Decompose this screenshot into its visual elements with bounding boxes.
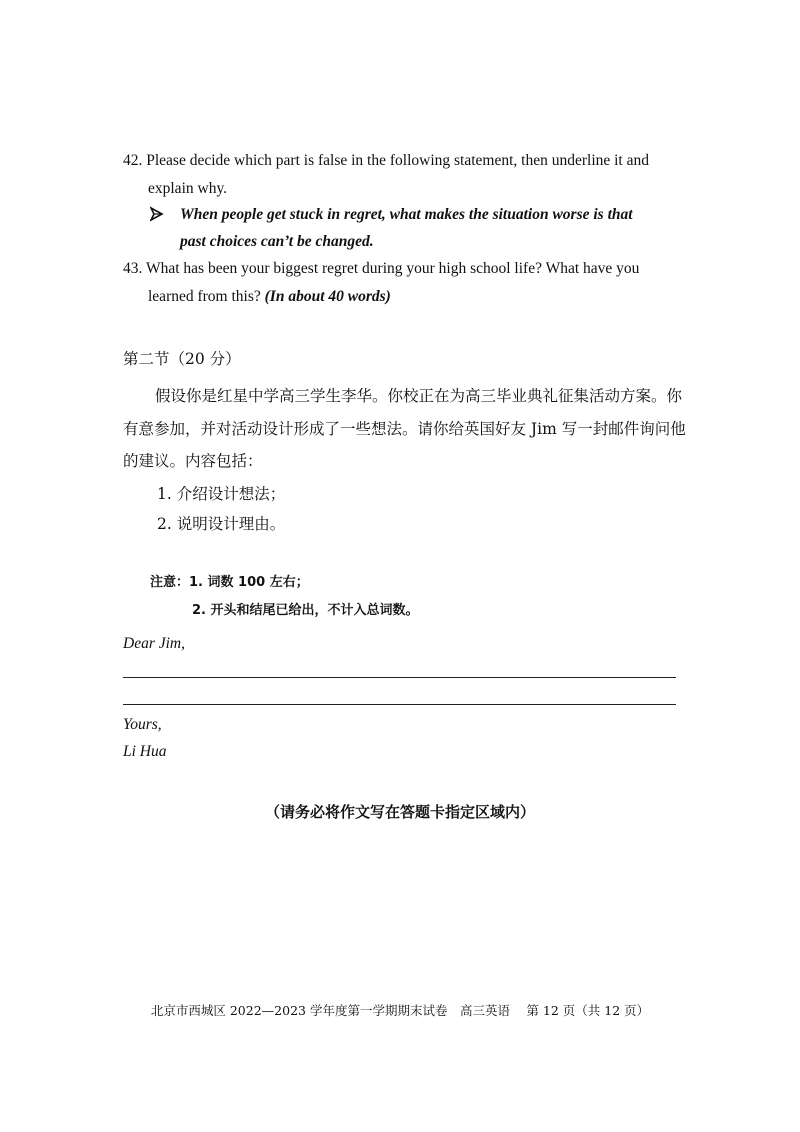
section2-para-line3: 的建议。内容包括：: [123, 452, 263, 470]
section2-point2: 2. 说明设计理由。: [157, 515, 286, 533]
q43-line1: 43. What has been your biggest regret during your high school life? What have you: [123, 260, 640, 277]
q42-line2: explain why.: [148, 180, 228, 197]
letter-closing: Yours,: [123, 716, 162, 733]
section2-note-line2: 2. 开头和结尾已给出，不计入总词数。: [192, 603, 419, 618]
answer-line-1: [123, 677, 676, 678]
q43-line2-emphasis: (In about 40 words): [264, 288, 391, 305]
q42-statement-line1: When people get stuck in regret, what makes the situation worse is that: [180, 206, 633, 223]
letter-signature: Li Hua: [123, 743, 167, 760]
q43-line2: [148, 288, 391, 306]
q42-statement-line2: past choices can’t be changed.: [180, 233, 374, 250]
answer-line-2: [123, 704, 676, 705]
q42-line1: 42. Please decide which part is false in the following statement, then underline it and: [123, 152, 649, 169]
section2-point1: 1. 介绍设计想法；: [157, 485, 286, 503]
section2-note-line1: 注意：1. 词数 100 左右；: [150, 575, 309, 590]
letter-greeting: Dear Jim,: [123, 635, 185, 652]
q43-line2-plain: learned from this?: [148, 288, 265, 305]
page-footer: 北京市西城区 2022—2023 学年度第一学期期末试卷 高三英语 第 12 页（共 12 页）: [150, 1003, 650, 1018]
arrow-bullet-icon: [150, 206, 164, 222]
section2-heading: 第二节（20 分）: [123, 350, 241, 368]
section2-para-line2: 有意参加，并对活动设计形成了一些想法。请你给英国好友 Jim 写一封邮件询问他: [123, 420, 686, 438]
section2-para-line1: 假设你是红星中学高三学生李华。你校正在为高三毕业典礼征集活动方案。你: [155, 387, 683, 405]
answer-card-instruction: （请务必将作文写在答题卡指定区域内）: [264, 803, 535, 821]
